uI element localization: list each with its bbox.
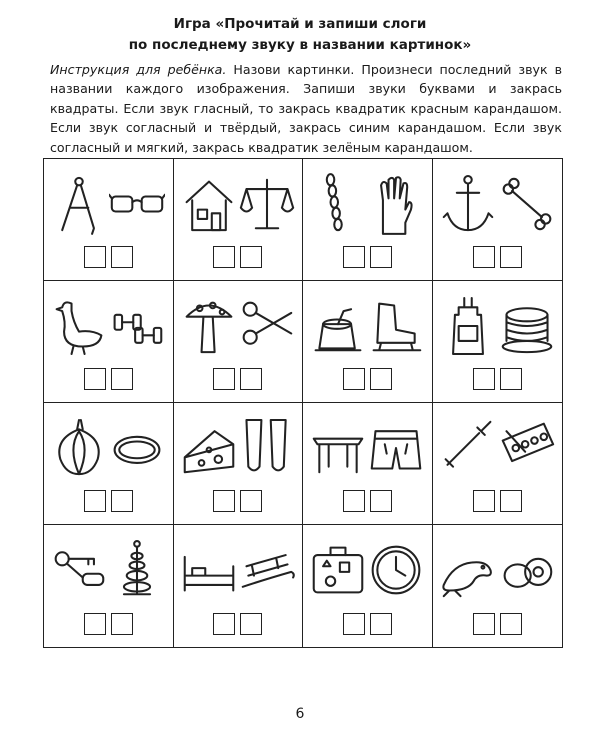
answer-box[interactable] <box>213 368 235 390</box>
shorts-icon <box>368 414 424 482</box>
answer-box[interactable] <box>213 613 235 635</box>
page-title <box>0 14 600 56</box>
onion-icon <box>51 414 107 482</box>
answer-box[interactable] <box>111 490 133 512</box>
answer-box[interactable] <box>240 490 262 512</box>
seal-icon <box>440 536 496 604</box>
picture-cell <box>174 403 304 525</box>
answer-box[interactable] <box>343 368 365 390</box>
picture-pair <box>309 531 426 609</box>
bed-icon <box>181 536 237 604</box>
instruction-lead: Инструкция для ребёнка. <box>50 62 227 77</box>
answer-box[interactable] <box>343 246 365 268</box>
page-number: 6 <box>295 706 305 722</box>
answer-box[interactable] <box>370 368 392 390</box>
answer-box[interactable] <box>370 490 392 512</box>
chain-icon <box>310 170 366 238</box>
picture-cell <box>303 281 433 403</box>
answer-boxes <box>174 246 303 268</box>
anchor-icon <box>440 170 496 238</box>
instruction-text: Назови картинки. Произнеси последний звук в названии каждого изображения. Запиши звуки буквами и закрась квадраты. Если звук гласный, то закрась квадратик красным карандашом. Если звук согласный и твёрдый, закрась синим карандашом. Если звук согласный и мягкий, закрась квадратик зелёным карандашом. <box>50 62 563 155</box>
picture-cell <box>433 159 563 281</box>
answer-box[interactable] <box>473 490 495 512</box>
picture-cell <box>433 403 563 525</box>
picture-pair <box>439 409 557 487</box>
answer-boxes <box>303 368 432 390</box>
answer-box[interactable] <box>213 246 235 268</box>
compass-icon <box>51 170 107 238</box>
answer-boxes <box>303 490 432 512</box>
paints-icon <box>499 414 555 482</box>
stump-icon <box>310 292 366 360</box>
flippers-icon <box>239 414 295 482</box>
beads-icon <box>109 414 165 482</box>
answer-box[interactable] <box>111 246 133 268</box>
answer-box[interactable] <box>500 368 522 390</box>
picture-pair <box>50 287 167 365</box>
skates-icon <box>368 292 424 360</box>
picture-grid <box>43 158 563 648</box>
dumbbells-icon <box>109 292 165 360</box>
picture-cell <box>303 403 433 525</box>
kiwi-icon <box>499 536 555 604</box>
answer-box[interactable] <box>240 368 262 390</box>
answer-box[interactable] <box>343 613 365 635</box>
scissors-icon <box>239 292 295 360</box>
mushroom-icon <box>181 292 237 360</box>
pancakes-icon <box>499 292 555 360</box>
answer-box[interactable] <box>84 613 106 635</box>
answer-box[interactable] <box>370 246 392 268</box>
picture-cell <box>44 159 174 281</box>
answer-boxes <box>303 613 432 635</box>
answer-box[interactable] <box>473 368 495 390</box>
answer-boxes <box>174 490 303 512</box>
picture-pair <box>50 409 167 487</box>
picture-cell <box>174 281 304 403</box>
table-icon <box>310 414 366 482</box>
house-icon <box>181 170 237 238</box>
picture-pair <box>180 409 297 487</box>
picture-pair <box>309 287 426 365</box>
toys-icon <box>109 536 165 604</box>
picture-pair <box>180 531 297 609</box>
keys-icon <box>51 536 107 604</box>
sunglasses-icon <box>109 170 165 238</box>
scales-icon <box>239 170 295 238</box>
answer-boxes <box>174 613 303 635</box>
picture-cell <box>44 403 174 525</box>
picture-pair <box>180 165 297 243</box>
answer-boxes <box>303 246 432 268</box>
answer-box[interactable] <box>84 368 106 390</box>
answer-boxes <box>174 368 303 390</box>
answer-boxes <box>433 490 563 512</box>
cheese-icon <box>181 414 237 482</box>
picture-pair <box>439 531 557 609</box>
picture-cell <box>174 525 304 647</box>
picture-pair <box>309 409 426 487</box>
title-line-1: Игра «Прочитай и запиши слоги <box>173 16 427 32</box>
answer-box[interactable] <box>500 490 522 512</box>
picture-pair <box>50 531 167 609</box>
answer-box[interactable] <box>213 490 235 512</box>
suitcase-icon <box>310 536 366 604</box>
picture-pair <box>439 287 557 365</box>
answer-box[interactable] <box>111 613 133 635</box>
answer-box[interactable] <box>473 613 495 635</box>
picture-pair <box>50 165 167 243</box>
answer-box[interactable] <box>500 246 522 268</box>
picture-cell <box>303 159 433 281</box>
sword-icon <box>440 414 496 482</box>
answer-boxes <box>44 490 173 512</box>
goose-icon <box>51 292 107 360</box>
picture-cell <box>174 159 304 281</box>
title-line-2: по последнему звуку в названии картинок» <box>128 37 472 53</box>
sled-icon <box>239 536 295 604</box>
answer-boxes <box>44 613 173 635</box>
picture-pair <box>439 165 557 243</box>
answer-boxes <box>44 368 173 390</box>
answer-box[interactable] <box>240 246 262 268</box>
answer-box[interactable] <box>473 246 495 268</box>
answer-box[interactable] <box>240 613 262 635</box>
glove-icon <box>368 170 424 238</box>
picture-cell <box>303 525 433 647</box>
answer-box[interactable] <box>343 490 365 512</box>
clock-icon <box>368 536 424 604</box>
answer-boxes <box>433 613 563 635</box>
picture-pair <box>309 165 426 243</box>
answer-boxes <box>433 246 563 268</box>
answer-boxes <box>44 246 173 268</box>
answer-boxes <box>433 368 563 390</box>
glue-icon <box>440 292 496 360</box>
bone-icon <box>499 170 555 238</box>
picture-cell <box>433 525 563 647</box>
answer-box[interactable] <box>84 490 106 512</box>
answer-box[interactable] <box>84 246 106 268</box>
answer-box[interactable] <box>111 368 133 390</box>
picture-cell <box>44 281 174 403</box>
picture-cell <box>433 281 563 403</box>
answer-box[interactable] <box>500 613 522 635</box>
picture-pair <box>180 287 297 365</box>
instruction-paragraph <box>50 60 562 157</box>
picture-cell <box>44 525 174 647</box>
answer-box[interactable] <box>370 613 392 635</box>
